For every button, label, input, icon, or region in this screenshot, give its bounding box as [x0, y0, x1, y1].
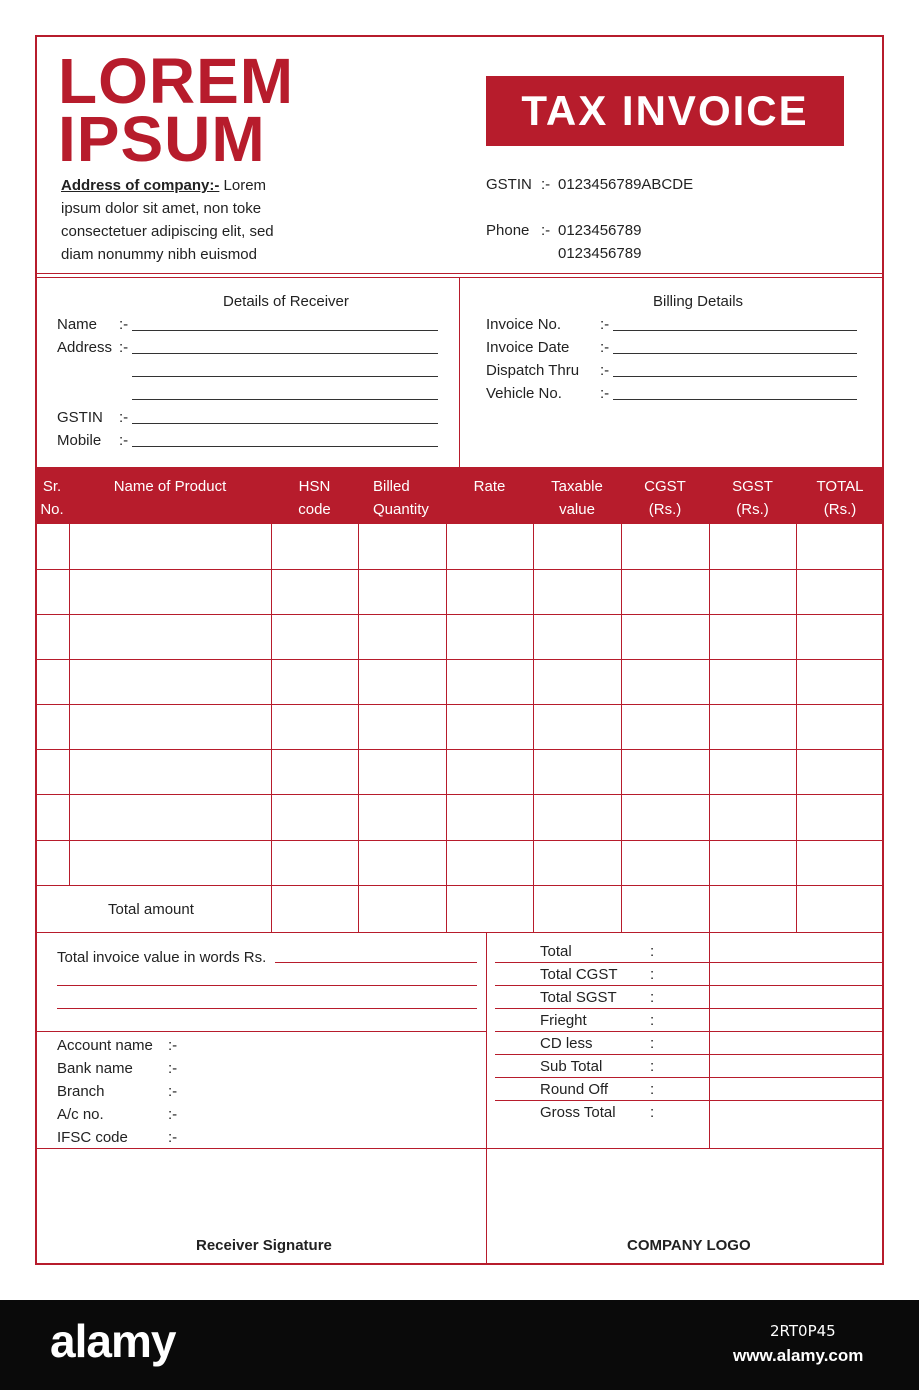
- receiver-signature-label: Receiver Signature: [196, 1237, 332, 1254]
- signature-top-line: [35, 1148, 884, 1149]
- dispatch-thru-sep: :-: [600, 362, 610, 379]
- details-divider: [459, 277, 460, 467]
- table-col-line: [796, 524, 797, 932]
- col-product-name: [69, 475, 271, 498]
- invoice-date-label: Invoice Date: [486, 339, 570, 356]
- bank-name-label: Bank name: [57, 1060, 133, 1077]
- totals-divider: [486, 932, 487, 1265]
- table-row-line: [35, 659, 884, 660]
- table-row-line: [35, 840, 884, 841]
- receiver-name-field[interactable]: [132, 330, 438, 331]
- col-total-line1: TOTAL: [816, 478, 864, 495]
- words-field-2[interactable]: [57, 985, 477, 986]
- col-sgst-line1: SGST: [732, 478, 773, 495]
- totals-colon: :: [650, 943, 655, 960]
- totals-row-line: [495, 962, 884, 963]
- col-rate-line1: Rate: [473, 478, 506, 495]
- ac-no-label: A/c no.: [57, 1106, 104, 1123]
- company-address: [61, 174, 293, 266]
- header-divider: [35, 273, 884, 274]
- totals-sub-total-label: Sub Total: [540, 1058, 603, 1075]
- table-col-line: [446, 524, 447, 932]
- gstin-sep: :-: [541, 176, 551, 193]
- totals-round-off-label: Round Off: [540, 1081, 609, 1098]
- invoice-no-label: Invoice No.: [486, 316, 562, 333]
- image-id: 2RT0P45: [770, 1322, 836, 1340]
- totals-total-label: Total: [540, 943, 572, 960]
- table-row-line: [35, 794, 884, 795]
- vehicle-no-label: Vehicle No.: [486, 385, 562, 402]
- vehicle-no-field[interactable]: [613, 399, 857, 400]
- phone-value-1: 0123456789: [558, 222, 642, 239]
- table-total-line: [35, 932, 884, 933]
- table-col-line: [533, 524, 534, 932]
- totals-colon: :: [650, 1058, 655, 1075]
- col-cgst-line1: CGST: [644, 478, 686, 495]
- col-rate: [446, 475, 533, 498]
- table-col-line: [271, 524, 272, 932]
- col-sr-no: [35, 475, 69, 521]
- table-col-line: [709, 524, 710, 932]
- totals-colon: :: [650, 1081, 655, 1098]
- receiver-gstin-label: GSTIN: [57, 409, 103, 426]
- col-billed-line1: Billed: [373, 478, 410, 495]
- receiver-mobile-sep: :-: [119, 432, 129, 449]
- company-name-line2: IPSUM: [58, 103, 266, 175]
- invoice-date-field[interactable]: [613, 353, 857, 354]
- account-name-sep: :-: [168, 1037, 178, 1054]
- totals-row-line: [495, 1008, 884, 1009]
- table-row-line: [35, 704, 884, 705]
- dispatch-thru-field[interactable]: [613, 376, 857, 377]
- table-row-line: [35, 569, 884, 570]
- totals-cgst-label: Total CGST: [540, 966, 618, 983]
- invoice-no-sep: :-: [600, 316, 610, 333]
- receiver-mobile-field[interactable]: [132, 446, 438, 447]
- receiver-address-label: Address: [57, 339, 113, 356]
- totals-colon: :: [650, 989, 655, 1006]
- total-amount-label: Total amount: [108, 901, 194, 918]
- table-row-line: [35, 749, 884, 750]
- col-taxable-value: [533, 475, 621, 521]
- invoice-no-field[interactable]: [613, 330, 857, 331]
- totals-row-line: [495, 1054, 884, 1055]
- branch-sep: :-: [168, 1083, 178, 1100]
- table-col-line: [358, 524, 359, 932]
- totals-sgst-label: Total SGST: [540, 989, 617, 1006]
- words-field-3[interactable]: [57, 1008, 477, 1009]
- totals-colon: :: [650, 1104, 655, 1121]
- totals-frieght-label: Frieght: [540, 1012, 587, 1029]
- ifsc-sep: :-: [168, 1129, 178, 1146]
- col-sgst-line2: (Rs.): [736, 501, 769, 518]
- company-name: [58, 45, 295, 175]
- col-total: [796, 475, 884, 521]
- gstin-value: 0123456789ABCDE: [558, 176, 694, 193]
- totals-value-divider: [709, 932, 710, 1148]
- receiver-heading: Details of Receiver: [223, 293, 349, 310]
- col-sr-no-line2: No.: [40, 501, 64, 518]
- words-bottom-line: [35, 1031, 486, 1032]
- invoice-title: TAX INVOICE: [486, 76, 844, 146]
- words-label: Total invoice value in words Rs.: [57, 949, 267, 966]
- col-taxable-line1: Taxable: [551, 478, 603, 495]
- receiver-name-sep: :-: [119, 316, 129, 333]
- col-sgst: [709, 475, 796, 521]
- totals-row-line: [495, 1100, 884, 1101]
- receiver-address-field-3[interactable]: [132, 399, 438, 400]
- table-col-line: [621, 524, 622, 932]
- table-row-line: [35, 614, 884, 615]
- totals-cd-less-label: CD less: [540, 1035, 593, 1052]
- account-name-label: Account name: [57, 1037, 153, 1054]
- totals-colon: :: [650, 1035, 655, 1052]
- receiver-address-field-2[interactable]: [132, 376, 438, 377]
- col-billed-quantity: [358, 475, 446, 521]
- col-total-line2: (Rs.): [823, 501, 857, 518]
- col-product-name-line1: Name of Product: [113, 478, 227, 495]
- totals-colon: :: [650, 1012, 655, 1029]
- totals-colon: :: [650, 966, 655, 983]
- totals-row-line: [495, 1077, 884, 1078]
- receiver-address-sep: :-: [119, 339, 129, 356]
- vehicle-no-sep: :-: [600, 385, 610, 402]
- company-name-line1: LOREM: [58, 45, 295, 117]
- company-address-label: Address of company:-: [61, 177, 220, 194]
- phone-sep: :-: [541, 222, 551, 239]
- dispatch-thru-label: Dispatch Thru: [486, 362, 580, 379]
- receiver-mobile-label: Mobile: [57, 432, 102, 449]
- receiver-name-label: Name: [57, 316, 98, 333]
- totals-gross-total-label: Gross Total: [540, 1104, 616, 1121]
- table-col-line: [69, 524, 70, 885]
- col-sr-no-line1: Sr.: [42, 478, 62, 495]
- totals-row-line: [495, 1031, 884, 1032]
- col-taxable-line2: value: [559, 501, 595, 518]
- col-hsn-line2: code: [298, 501, 331, 518]
- phone-label: Phone: [486, 222, 530, 239]
- table-row-line: [35, 885, 884, 886]
- receiver-gstin-sep: :-: [119, 409, 129, 426]
- bank-name-sep: :-: [168, 1060, 178, 1077]
- receiver-gstin-field[interactable]: [132, 423, 438, 424]
- words-field-1[interactable]: [275, 962, 477, 963]
- company-address-text: Lorem ipsum dolor sit amet, non toke consectetuer adipiscing elit, sed diam nonummy nibh euismod: [61, 177, 274, 263]
- phone-value-2: 0123456789: [558, 245, 642, 262]
- ac-no-sep: :-: [168, 1106, 178, 1123]
- billing-heading: Billing Details: [653, 293, 744, 310]
- col-cgst: [621, 475, 709, 521]
- branch-label: Branch: [57, 1083, 105, 1100]
- col-billed-line2: Quantity: [373, 501, 429, 518]
- col-cgst-line2: (Rs.): [648, 501, 682, 518]
- watermark-url: www.alamy.com: [733, 1346, 864, 1365]
- alamy-logo: alamy: [50, 1315, 176, 1367]
- receiver-address-field-1[interactable]: [132, 353, 438, 354]
- invoice-date-sep: :-: [600, 339, 610, 356]
- gstin-label: GSTIN: [486, 176, 532, 193]
- col-hsn-code: [271, 475, 358, 521]
- company-logo-label: COMPANY LOGO: [627, 1237, 751, 1254]
- col-hsn-line1: HSN: [298, 478, 331, 495]
- totals-row-line: [495, 985, 884, 986]
- ifsc-label: IFSC code: [57, 1129, 128, 1146]
